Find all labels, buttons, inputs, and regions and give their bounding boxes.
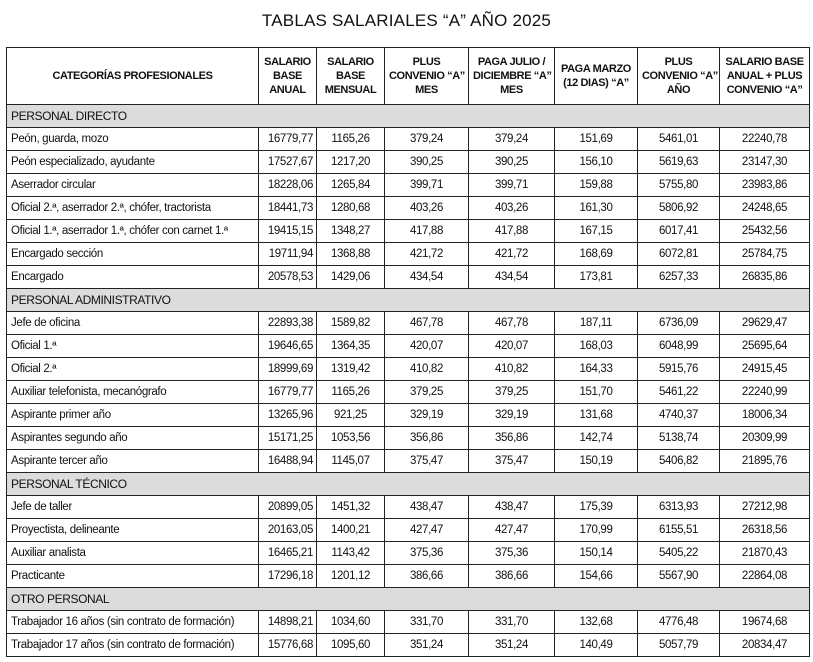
category-cell: Jefe de oficina — [7, 312, 259, 335]
value-cell: 24915,45 — [720, 358, 810, 381]
value-cell: 1348,27 — [317, 220, 385, 243]
value-cell: 17296,18 — [259, 565, 317, 588]
value-cell: 379,25 — [385, 381, 469, 404]
value-cell: 467,78 — [385, 312, 469, 335]
table-row — [7, 496, 810, 519]
category-cell: Aspirantes segundo año — [7, 427, 259, 450]
value-cell: 161,30 — [555, 197, 638, 220]
table-row — [7, 128, 810, 151]
value-cell: 168,69 — [555, 243, 638, 266]
value-cell: 4740,37 — [638, 404, 720, 427]
category-cell: Jefe de taller — [7, 496, 259, 519]
value-cell: 6155,51 — [638, 519, 720, 542]
value-cell: 1143,42 — [317, 542, 385, 565]
category-cell: Oficial 2.ª, aserrador 2.ª, chófer, tractorista — [7, 197, 259, 220]
value-cell: 390,25 — [469, 151, 555, 174]
section-title: PERSONAL DIRECTO — [7, 105, 810, 128]
category-cell: Oficial 1.ª, aserrador 1.ª, chófer con carnet 1.ª — [7, 220, 259, 243]
table-row — [7, 519, 810, 542]
value-cell: 22240,99 — [720, 381, 810, 404]
table-row — [7, 565, 810, 588]
value-cell: 175,39 — [555, 496, 638, 519]
value-cell: 1429,06 — [317, 266, 385, 289]
value-cell: 399,71 — [469, 174, 555, 197]
value-cell: 403,26 — [385, 197, 469, 220]
value-cell: 6736,09 — [638, 312, 720, 335]
value-cell: 19415,15 — [259, 220, 317, 243]
value-cell: 434,54 — [385, 266, 469, 289]
value-cell: 164,33 — [555, 358, 638, 381]
value-cell: 167,15 — [555, 220, 638, 243]
value-cell: 159,88 — [555, 174, 638, 197]
value-cell: 331,70 — [469, 611, 555, 634]
value-cell: 5406,82 — [638, 450, 720, 473]
table-row — [7, 404, 810, 427]
value-cell: 417,88 — [469, 220, 555, 243]
value-cell: 25695,64 — [720, 335, 810, 358]
value-cell: 5405,22 — [638, 542, 720, 565]
value-cell: 170,99 — [555, 519, 638, 542]
value-cell: 151,70 — [555, 381, 638, 404]
value-cell: 22240,78 — [720, 128, 810, 151]
value-cell: 23983,86 — [720, 174, 810, 197]
section-title: PERSONAL ADMINISTRATIVO — [7, 289, 810, 312]
value-cell: 1053,56 — [317, 427, 385, 450]
value-cell: 20163,05 — [259, 519, 317, 542]
value-cell: 16488,94 — [259, 450, 317, 473]
value-cell: 168,03 — [555, 335, 638, 358]
category-cell: Aspirante tercer año — [7, 450, 259, 473]
document-title: TABLAS SALARIALES “A” AÑO 2025 — [261, 11, 552, 30]
value-cell: 22893,38 — [259, 312, 317, 335]
category-cell: Proyectista, delineante — [7, 519, 259, 542]
table-row — [7, 450, 810, 473]
value-cell: 417,88 — [385, 220, 469, 243]
table-row — [7, 634, 810, 657]
header-row — [7, 48, 810, 105]
value-cell: 132,68 — [555, 611, 638, 634]
value-cell: 5619,63 — [638, 151, 720, 174]
category-cell: Oficial 1.ª — [7, 335, 259, 358]
value-cell: 467,78 — [469, 312, 555, 335]
category-cell: Peón, guarda, mozo — [7, 128, 259, 151]
table-row — [7, 266, 810, 289]
value-cell: 18006,34 — [720, 404, 810, 427]
value-cell: 1368,88 — [317, 243, 385, 266]
value-cell: 420,07 — [469, 335, 555, 358]
value-cell: 156,10 — [555, 151, 638, 174]
value-cell: 386,66 — [469, 565, 555, 588]
value-cell: 434,54 — [469, 266, 555, 289]
value-cell: 329,19 — [469, 404, 555, 427]
category-cell: Auxiliar analista — [7, 542, 259, 565]
value-cell: 18441,73 — [259, 197, 317, 220]
table-row — [7, 174, 810, 197]
value-cell: 21895,76 — [720, 450, 810, 473]
value-cell: 1034,60 — [317, 611, 385, 634]
value-cell: 6048,99 — [638, 335, 720, 358]
value-cell: 410,82 — [385, 358, 469, 381]
value-cell: 5057,79 — [638, 634, 720, 657]
salary-table — [6, 47, 810, 657]
header-plus-convenio-ano: PLUS CONVENIO “A” AÑO — [638, 48, 720, 105]
category-cell: Peón especializado, ayudante — [7, 151, 259, 174]
value-cell: 17527,67 — [259, 151, 317, 174]
value-cell: 1095,60 — [317, 634, 385, 657]
table-body — [7, 105, 810, 657]
section-row — [7, 588, 810, 611]
value-cell: 173,81 — [555, 266, 638, 289]
header-paga-julio-diciembre: PAGA JULIO / DICIEMBRE “A” MES — [469, 48, 555, 105]
value-cell: 5138,74 — [638, 427, 720, 450]
value-cell: 420,07 — [385, 335, 469, 358]
value-cell: 375,47 — [385, 450, 469, 473]
value-cell: 6313,93 — [638, 496, 720, 519]
value-cell: 1364,35 — [317, 335, 385, 358]
value-cell: 19674,68 — [720, 611, 810, 634]
value-cell: 6017,41 — [638, 220, 720, 243]
category-cell: Aserrador circular — [7, 174, 259, 197]
value-cell: 5567,90 — [638, 565, 720, 588]
value-cell: 187,11 — [555, 312, 638, 335]
value-cell: 18999,69 — [259, 358, 317, 381]
value-cell: 5755,80 — [638, 174, 720, 197]
value-cell: 20899,05 — [259, 496, 317, 519]
value-cell: 403,26 — [469, 197, 555, 220]
value-cell: 16465,21 — [259, 542, 317, 565]
value-cell: 140,49 — [555, 634, 638, 657]
value-cell: 438,47 — [469, 496, 555, 519]
value-cell: 351,24 — [469, 634, 555, 657]
value-cell: 131,68 — [555, 404, 638, 427]
value-cell: 150,14 — [555, 542, 638, 565]
value-cell: 331,70 — [385, 611, 469, 634]
value-cell: 14898,21 — [259, 611, 317, 634]
value-cell: 356,86 — [385, 427, 469, 450]
value-cell: 375,36 — [469, 542, 555, 565]
value-cell: 6072,81 — [638, 243, 720, 266]
section-row — [7, 105, 810, 128]
value-cell: 379,24 — [469, 128, 555, 151]
value-cell: 19646,65 — [259, 335, 317, 358]
value-cell: 26318,56 — [720, 519, 810, 542]
value-cell: 20309,99 — [720, 427, 810, 450]
category-cell: Auxiliar telefonista, mecanógrafo — [7, 381, 259, 404]
table-row — [7, 358, 810, 381]
value-cell: 1451,32 — [317, 496, 385, 519]
section-title: OTRO PERSONAL — [7, 588, 810, 611]
value-cell: 25784,75 — [720, 243, 810, 266]
value-cell: 5915,76 — [638, 358, 720, 381]
category-cell: Encargado sección — [7, 243, 259, 266]
category-cell: Trabajador 17 años (sin contrato de formación) — [7, 634, 259, 657]
value-cell: 386,66 — [385, 565, 469, 588]
header-paga-marzo: PAGA MARZO (12 DIAS) “A” — [555, 48, 638, 105]
section-title: PERSONAL TÉCNICO — [7, 473, 810, 496]
value-cell: 399,71 — [385, 174, 469, 197]
value-cell: 15776,68 — [259, 634, 317, 657]
value-cell: 379,24 — [385, 128, 469, 151]
value-cell: 18228,06 — [259, 174, 317, 197]
table-row — [7, 197, 810, 220]
value-cell: 1217,20 — [317, 151, 385, 174]
value-cell: 1265,84 — [317, 174, 385, 197]
value-cell: 351,24 — [385, 634, 469, 657]
value-cell: 13265,96 — [259, 404, 317, 427]
header-plus-convenio-mes: PLUS CONVENIO “A” MES — [385, 48, 469, 105]
header-salario-base-mensual: SALARIO BASE MENSUAL — [317, 48, 385, 105]
table-row — [7, 542, 810, 565]
table-row — [7, 220, 810, 243]
value-cell: 390,25 — [385, 151, 469, 174]
value-cell: 421,72 — [385, 243, 469, 266]
value-cell: 421,72 — [469, 243, 555, 266]
value-cell: 20578,53 — [259, 266, 317, 289]
value-cell: 1280,68 — [317, 197, 385, 220]
value-cell: 29629,47 — [720, 312, 810, 335]
value-cell: 4776,48 — [638, 611, 720, 634]
value-cell: 1201,12 — [317, 565, 385, 588]
table-row — [7, 243, 810, 266]
value-cell: 375,36 — [385, 542, 469, 565]
value-cell: 438,47 — [385, 496, 469, 519]
value-cell: 1319,42 — [317, 358, 385, 381]
table-row — [7, 312, 810, 335]
value-cell: 427,47 — [385, 519, 469, 542]
category-cell: Oficial 2.ª — [7, 358, 259, 381]
value-cell: 921,25 — [317, 404, 385, 427]
category-cell: Practicante — [7, 565, 259, 588]
value-cell: 15171,25 — [259, 427, 317, 450]
value-cell: 27212,98 — [720, 496, 810, 519]
value-cell: 26835,86 — [720, 266, 810, 289]
value-cell: 21870,43 — [720, 542, 810, 565]
table-row — [7, 381, 810, 404]
value-cell: 5461,01 — [638, 128, 720, 151]
value-cell: 25432,56 — [720, 220, 810, 243]
value-cell: 154,66 — [555, 565, 638, 588]
value-cell: 5461,22 — [638, 381, 720, 404]
value-cell: 19711,94 — [259, 243, 317, 266]
header-salario-base-anual: SALARIO BASE ANUAL — [259, 48, 317, 105]
value-cell: 5806,92 — [638, 197, 720, 220]
category-cell: Trabajador 16 años (sin contrato de formación) — [7, 611, 259, 634]
value-cell: 151,69 — [555, 128, 638, 151]
value-cell: 1589,82 — [317, 312, 385, 335]
value-cell: 16779,77 — [259, 381, 317, 404]
table-row — [7, 335, 810, 358]
value-cell: 410,82 — [469, 358, 555, 381]
value-cell: 329,19 — [385, 404, 469, 427]
section-row — [7, 473, 810, 496]
value-cell: 150,19 — [555, 450, 638, 473]
value-cell: 142,74 — [555, 427, 638, 450]
section-row — [7, 289, 810, 312]
value-cell: 1145,07 — [317, 450, 385, 473]
value-cell: 379,25 — [469, 381, 555, 404]
value-cell: 375,47 — [469, 450, 555, 473]
category-cell: Aspirante primer año — [7, 404, 259, 427]
table-row — [7, 611, 810, 634]
value-cell: 16779,77 — [259, 128, 317, 151]
value-cell: 1165,26 — [317, 128, 385, 151]
category-cell: Encargado — [7, 266, 259, 289]
header-salario-total: SALARIO BASE ANUAL + PLUS CONVENIO “A” — [720, 48, 810, 105]
value-cell: 1400,21 — [317, 519, 385, 542]
value-cell: 24248,65 — [720, 197, 810, 220]
value-cell: 20834,47 — [720, 634, 810, 657]
value-cell: 6257,33 — [638, 266, 720, 289]
table-row — [7, 427, 810, 450]
value-cell: 356,86 — [469, 427, 555, 450]
value-cell: 23147,30 — [720, 151, 810, 174]
table-row — [7, 151, 810, 174]
value-cell: 427,47 — [469, 519, 555, 542]
value-cell: 1165,26 — [317, 381, 385, 404]
header-categorias: CATEGORÍAS PROFESIONALES — [7, 48, 259, 105]
value-cell: 22864,08 — [720, 565, 810, 588]
